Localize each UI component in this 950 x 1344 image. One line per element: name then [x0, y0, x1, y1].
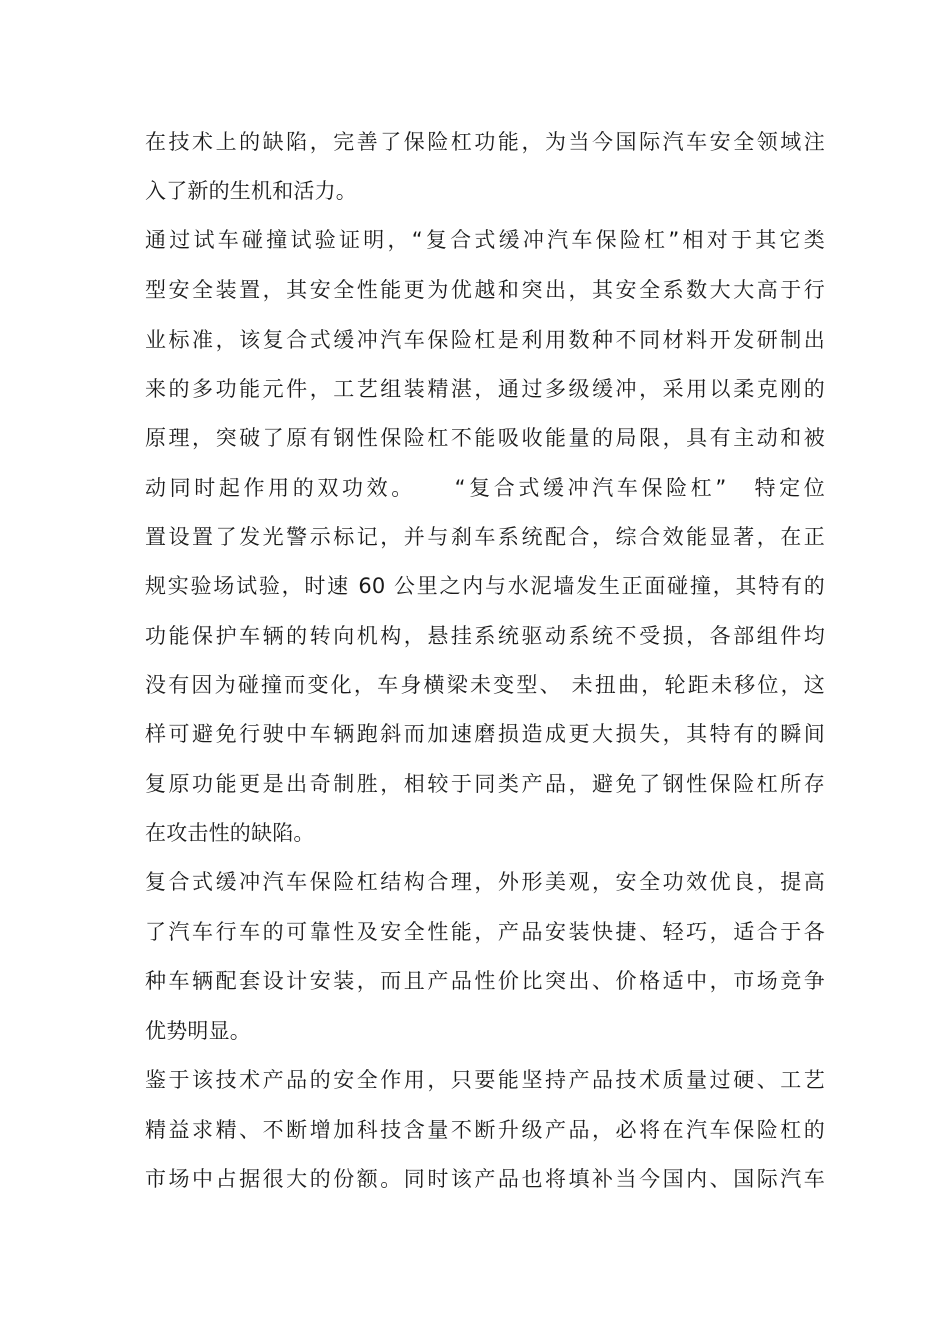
text-line: 置设置了发光警示标记，并与刹车系统配合，综合效能显著，在正	[145, 525, 825, 549]
text-line: 动同时起作用的双功效。 “复合式缓冲汽车保险杠” 特定位	[145, 476, 825, 500]
text-line: 市场中占据很大的份额。同时该产品也将填补当今国内、国际汽车	[145, 1167, 825, 1191]
text-line: 业标准，该复合式缓冲汽车保险杠是利用数种不同材料开发研制出	[145, 328, 825, 352]
text-line: 复原功能更是出奇制胜，相较于同类产品，避免了钢性保险杠所存	[145, 772, 825, 796]
text-line: 精益求精、不断增加科技含量不断升级产品，必将在汽车保险杠的	[145, 1118, 825, 1142]
text-line: 在攻击性的缺陷。	[145, 821, 315, 845]
text-line: 功能保护车辆的转向机构，悬挂系统驱动系统不受损，各部组件均	[145, 624, 825, 648]
text-line: 规实验场试验，时速 60 公里之内与水泥墙发生正面碰撞，其特有的	[145, 574, 825, 598]
text-line: 种车辆配套设计安装，而且产品性价比突出、价格适中，市场竞争	[145, 969, 825, 993]
text-line: 来的多功能元件，工艺组装精湛，通过多级缓冲，采用以柔克刚的	[145, 377, 825, 401]
text-line: 复合式缓冲汽车保险杠结构合理，外形美观，安全功效优良，提高	[145, 870, 825, 894]
text-line: 样可避免行驶中车辆跑斜而加速磨损造成更大损失，其特有的瞬间	[145, 722, 825, 746]
text-line: 在技术上的缺陷，完善了保险杠功能，为当今国际汽车安全领域注	[145, 130, 825, 154]
text-line: 通过试车碰撞试验证明，“复合式缓冲汽车保险杠”相对于其它类	[145, 228, 825, 252]
text-line: 型安全装置，其安全性能更为优越和突出，其安全系数大大高于行	[145, 278, 825, 302]
text-line: 优势明显。	[145, 1019, 251, 1043]
text-line: 原理，突破了原有钢性保险杠不能吸收能量的局限，具有主动和被	[145, 426, 825, 450]
text-line: 入了新的生机和活力。	[145, 179, 357, 203]
text-line: 了汽车行车的可靠性及安全性能，产品安装快捷、轻巧，适合于各	[145, 920, 825, 944]
text-line: 鉴于该技术产品的安全作用，只要能坚持产品技术质量过硬、工艺	[145, 1068, 825, 1092]
text-line: 没有因为碰撞而变化，车身横梁未变型、 未扭曲，轮距未移位，这	[145, 673, 825, 697]
